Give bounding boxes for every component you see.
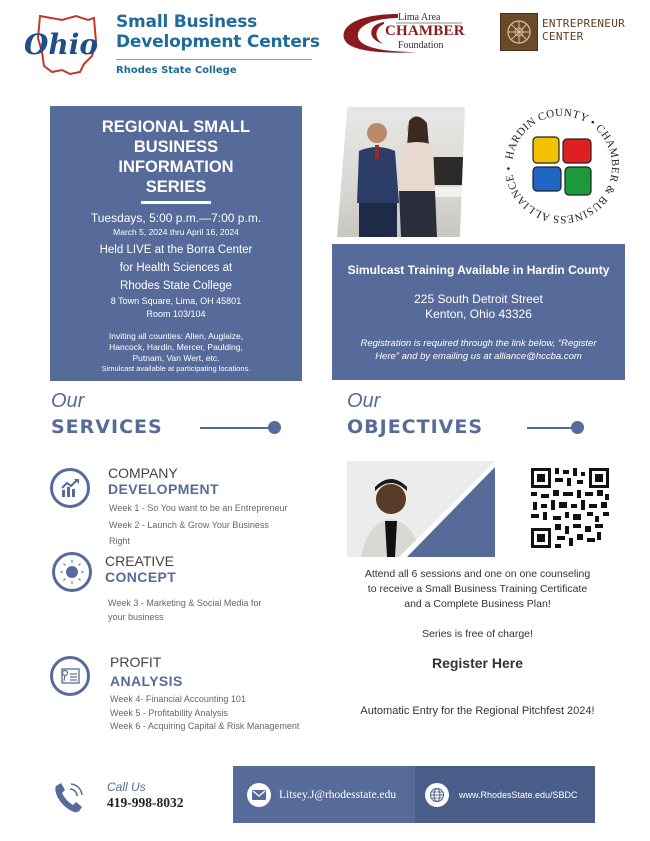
series-title-line: BUSINESS — [133, 138, 219, 156]
series-title-line: SERIES — [145, 178, 207, 196]
svg-text:HARDIN COUNTY • CHAMBER & BUSI — [503, 107, 621, 225]
service-week-item: Week 5 - Profitability Analysis — [110, 707, 228, 718]
objectives-heading: OBJECTIVES — [347, 416, 484, 438]
svg-text:Ohio: Ohio — [24, 28, 99, 61]
service-week-item: Week 2 - Launch & Grow Your Business — [109, 519, 269, 530]
heading-line — [200, 427, 272, 429]
email-contact[interactable] — [233, 766, 415, 823]
chamber-line3: Foundation — [398, 40, 444, 51]
ohio-logo-icon — [22, 12, 112, 80]
phone-icon — [52, 780, 86, 819]
sbdc-logo — [22, 12, 322, 82]
sbdc-title — [116, 12, 320, 52]
service-weeks-list — [110, 693, 299, 734]
heading-line — [527, 427, 577, 429]
chamber-line2: CHAMBER — [385, 23, 465, 39]
globe-icon — [425, 783, 449, 807]
hands-icon — [533, 137, 591, 195]
chamber-line1: Lima Area — [398, 12, 441, 23]
chart-growth-icon — [50, 468, 90, 508]
service-heading-top: CREATIVE — [105, 553, 174, 569]
simulcast-title: Simulcast Training Available in Hardin County — [347, 263, 610, 277]
address-line: Kenton, Ohio 43326 — [425, 307, 532, 321]
sbdc-title-line1: Small Business — [116, 12, 258, 32]
sun-icon — [52, 552, 92, 592]
email-address[interactable]: Litsey.J@rhodesstate.edu — [279, 788, 397, 801]
divider — [116, 59, 312, 60]
wheel-emblem-icon — [500, 13, 538, 51]
objectives-description — [345, 567, 610, 612]
service-weeks-list — [108, 597, 261, 624]
service-heading-main: ANALYSIS — [110, 673, 183, 689]
entrepreneur-center-logo — [500, 13, 625, 51]
series-title-line: INFORMATION — [118, 158, 234, 176]
service-heading-top: COMPANY — [108, 465, 178, 481]
service-week-item: Week 3 - Marketing & Social Media for — [108, 598, 262, 608]
ec-line2: CENTER — [542, 30, 584, 43]
phone-number[interactable]: 419-998-8032 — [107, 795, 184, 810]
chamber-logo — [338, 12, 468, 54]
qr-code[interactable] — [529, 466, 611, 550]
series-title-line: REGIONAL SMALL — [101, 118, 251, 136]
ec-line1: ENTREPRENEUR — [542, 17, 626, 30]
venue-room: Room 103/104 — [146, 309, 206, 319]
business-people-photo — [337, 107, 465, 237]
services-heading: SERVICES — [51, 416, 163, 438]
series-title — [50, 117, 302, 197]
service-heading-top: PROFIT — [110, 654, 162, 670]
invite-line: Hancock, Hardin, Mercer, Paulding, — [109, 342, 243, 352]
info-series-box — [50, 106, 302, 381]
smiling-woman-photo — [347, 461, 495, 557]
description-line: and a Complete Business Plan! — [404, 598, 551, 610]
call-us-label: Call Us — [107, 780, 146, 794]
mail-icon — [247, 783, 271, 807]
document-analysis-icon — [50, 656, 90, 696]
hardin-county-chamber-logo — [503, 107, 621, 225]
heading-dot — [571, 421, 584, 434]
invite-line: Inviting all counties: Allen, Auglaize, — [108, 331, 244, 341]
venue-line: for Health Sciences at — [119, 262, 233, 274]
service-week-item: Week 6 - Acquiring Capital & Risk Management — [110, 721, 300, 731]
hardin-logo-text: HARDIN COUNTY • CHAMBER & BUSINESS ALLIANCE • — [503, 107, 621, 225]
entrepreneur-center-text — [542, 17, 625, 43]
venue-address: 8 Town Square, Lima, OH 45801 — [110, 296, 242, 306]
register-here-link[interactable]: Register Here — [431, 655, 524, 671]
service-week-item: Week 1 - So You want to be an Entrepreneur — [109, 503, 288, 513]
pitchfest-note: Automatic Entry for the Regional Pitchfest 2024! — [360, 705, 595, 717]
sbdc-subtitle: Rhodes State College — [116, 65, 237, 76]
simulcast-note: Simulcast available at participating locations. — [101, 364, 251, 373]
services-heading-our: Our — [51, 390, 85, 412]
service-week-item: Week 4- Financial Accounting 101 — [110, 694, 246, 704]
session-time: Tuesdays, 5:00 p.m.—7:00 p.m. — [90, 211, 262, 225]
website-url[interactable]: www.RhodesState.edu/SBDC — [459, 789, 578, 800]
contact-bar — [233, 766, 595, 823]
venue-line: Held LIVE at the Borra Center — [99, 244, 253, 256]
service-week-item: your business — [108, 611, 164, 622]
address-line: 225 South Detroit Street — [414, 292, 543, 306]
service-weeks-list — [109, 500, 287, 550]
service-heading-main: CONCEPT — [105, 569, 177, 585]
invite-line: Putnam, Van Wert, etc. — [132, 353, 220, 363]
registration-note — [332, 337, 625, 363]
note-line: Here” and by emailing us at alliance@hccba.com — [375, 351, 582, 362]
title-underline — [141, 201, 211, 204]
venue-line: Rhodes State College — [120, 280, 232, 292]
session-dates: March 5, 2024 thru April 16, 2024 — [113, 227, 239, 237]
description-line: Attend all 6 sessions and one on one counseling — [364, 568, 591, 580]
simulcast-box — [332, 244, 625, 380]
simulcast-address — [332, 292, 625, 322]
service-week-item: Right — [109, 536, 131, 546]
service-heading-main: DEVELOPMENT — [108, 481, 219, 497]
free-of-charge-note: Series is free of charge! — [422, 628, 533, 640]
sbdc-title-line2: Development Centers — [116, 32, 320, 52]
description-line: to receive a Small Business Training Certificate — [367, 583, 588, 595]
objectives-heading-our: Our — [347, 390, 381, 412]
website-contact[interactable] — [415, 766, 595, 823]
heading-dot — [268, 421, 281, 434]
invite-counties — [50, 331, 302, 364]
note-line: Registration is required through the link below, “Register — [360, 338, 597, 349]
